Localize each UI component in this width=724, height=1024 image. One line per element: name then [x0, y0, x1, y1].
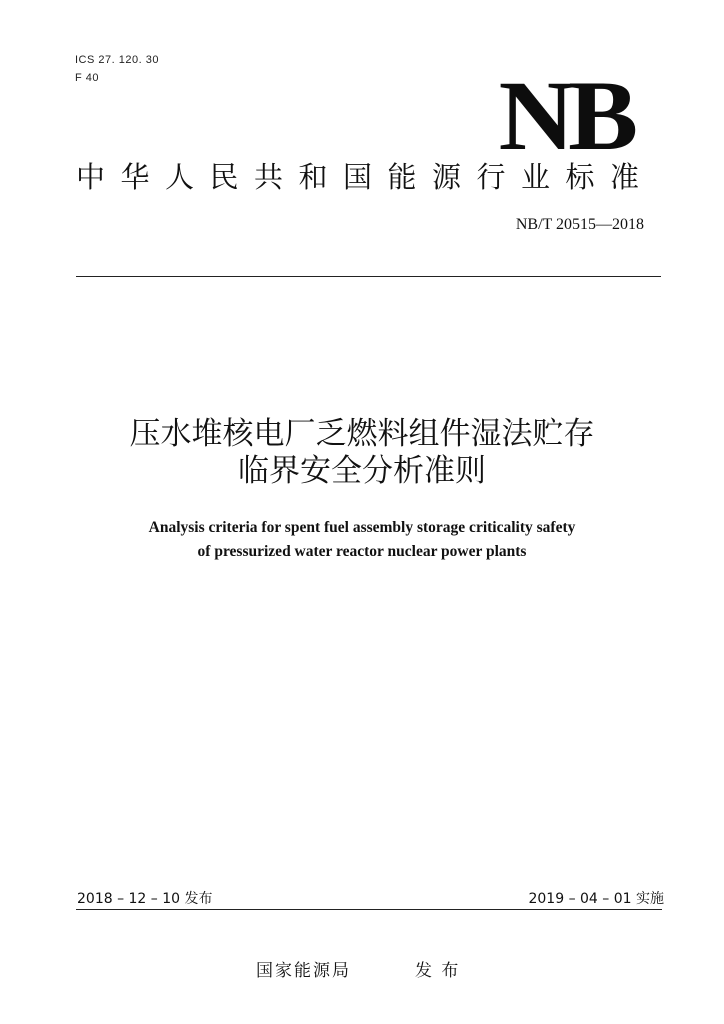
title-cn-line2: 临界安全分析准则 — [238, 453, 486, 489]
publish-label: 发 布 — [415, 961, 461, 981]
footer-divider — [76, 909, 662, 910]
standard-type-heading: 中华人民共和国能源行业标准 — [76, 160, 655, 194]
standard-number: NB/T 20515—2018 — [515, 216, 644, 233]
header-divider — [76, 276, 661, 277]
implementation-date: 2019 – 04 – 01 实施 — [528, 891, 664, 907]
publisher-name: 国家能源局 — [256, 961, 351, 981]
issue-date: 2018 – 12 – 10 发布 — [77, 891, 213, 907]
ccs-code: F 40 — [75, 72, 100, 84]
title-cn-line1: 压水堆核电厂乏燃料组件湿法贮存 — [129, 416, 595, 452]
ics-code: ICS 27. 120. 30 — [75, 54, 159, 66]
title-en-line1: Analysis criteria for spent fuel assembly storage criticality safety — [148, 519, 576, 536]
nb-logo: NB — [498, 60, 632, 171]
title-en-line2: of pressurized water reactor nuclear power plants — [197, 543, 527, 560]
